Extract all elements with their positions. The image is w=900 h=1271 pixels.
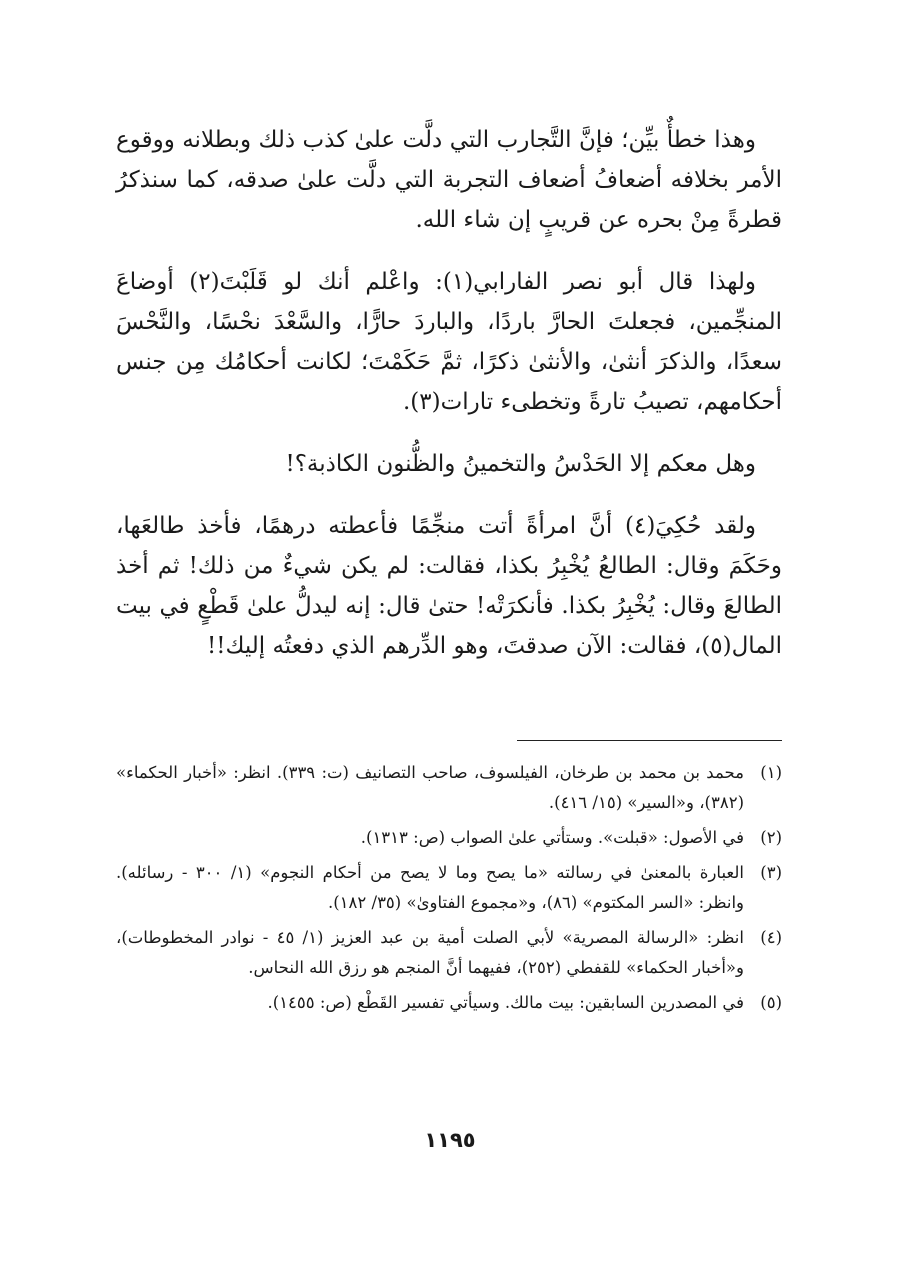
footnote-text: في الأصول: «قبلت». وستأتي علىٰ الصواب (ص: ١٣١٣).	[360, 828, 744, 847]
main-body-text	[116, 120, 782, 688]
footnotes-section	[116, 758, 782, 1023]
footnote-text: محمد بن محمد بن طرخان، الفيلسوف، صاحب التصانيف (ت: ٣٣٩). انظر: «أخبار الحكماء» (٣٨٢)، و«السير» (١٥/ ٤١٦).	[116, 763, 744, 812]
footnote-item	[116, 823, 782, 853]
body-paragraph: ولقد حُكِيَ(٤) أنَّ امرأةً أتت منجِّمًا فأعطته درهمًا، فأخذ طالعَها، وحَكَمَ وقال: الطالعُ يُخْبِرُ بكذا، فقالت: لم يكن شيءٌ من ذلك! ثم أخذ الطالعَ وقال: يُخْبِرُ بكذا. فأنكرَتْه! حتىٰ قال: إنه ليدلُّ علىٰ قَطْعٍ في بيت المال(٥)، فقالت: الآن صدقتَ، وهو الدِّرهم الذي دفعتُه إليك!!	[116, 513, 782, 659]
footnote-text: العبارة بالمعنىٰ في رسالته «ما يصح وما لا يصح من أحكام النجوم» (١/ ٣٠٠ - رسائله). وانظر: «السر المكتوم» (٨٦)، و«مجموع الفتاوىٰ» (٣٥/ ١٨٢).	[116, 863, 744, 912]
footnote-text: انظر: «الرسالة المصرية» لأبي الصلت أمية بن عبد العزيز (١/ ٤٥ - نوادر المخطوطات)، و«أخبار الحكماء» للقفطي (٢٥٢)، ففيهما أنَّ المنجم هو رزق الله النحاس.	[116, 928, 744, 977]
footnote-number: (١)	[760, 763, 782, 782]
footnote-item	[116, 758, 782, 818]
footnote-separator	[517, 740, 782, 741]
footnote-number: (٤)	[760, 928, 782, 947]
body-paragraph: ولهذا قال أبو نصر الفارابي(١): واعْلم أنك لو قَلَبْتَ(٢) أوضاعَ المنجِّمين، فجعلتَ الحارَّ باردًا، والباردَ حارًّا، والسَّعْدَ نحْسًا، والنَّحْسَ سعدًا، والذكرَ أنثىٰ، والأنثىٰ ذكرًا، ثمَّ حَكَمْتَ؛ لكانت أحكامُك مِن جنس أحكامهم، تصيبُ تارةً وتخطىء تارات(٣).	[116, 269, 782, 415]
footnote-item	[116, 923, 782, 983]
body-paragraph: وهذا خطأٌ بيِّن؛ فإنَّ التَّجارب التي دلَّت علىٰ كذب ذلك وبطلانه ووقوع الأمر بخلافه أضعافُ أضعاف التجربة التي دلَّت علىٰ صدقه، كما سنذكرُ قطرةً مِنْ بحره عن قريبٍ إن شاء الله.	[116, 127, 782, 233]
footnote-text: في المصدرين السابقين: بيت مالك. وسيأتي تفسير القَطْع (ص: ١٤٥٥).	[267, 993, 744, 1012]
footnote-number: (٣)	[760, 863, 782, 882]
footnote-item	[116, 988, 782, 1018]
footnote-number: (٥)	[760, 993, 782, 1012]
footnote-number: (٢)	[760, 828, 782, 847]
body-paragraph: وهل معكم إلا الحَدْسُ والتخمينُ والظُّنون الكاذبة؟!	[285, 451, 756, 477]
footnote-item	[116, 858, 782, 918]
page-number: ١١٩٥	[424, 1128, 476, 1152]
